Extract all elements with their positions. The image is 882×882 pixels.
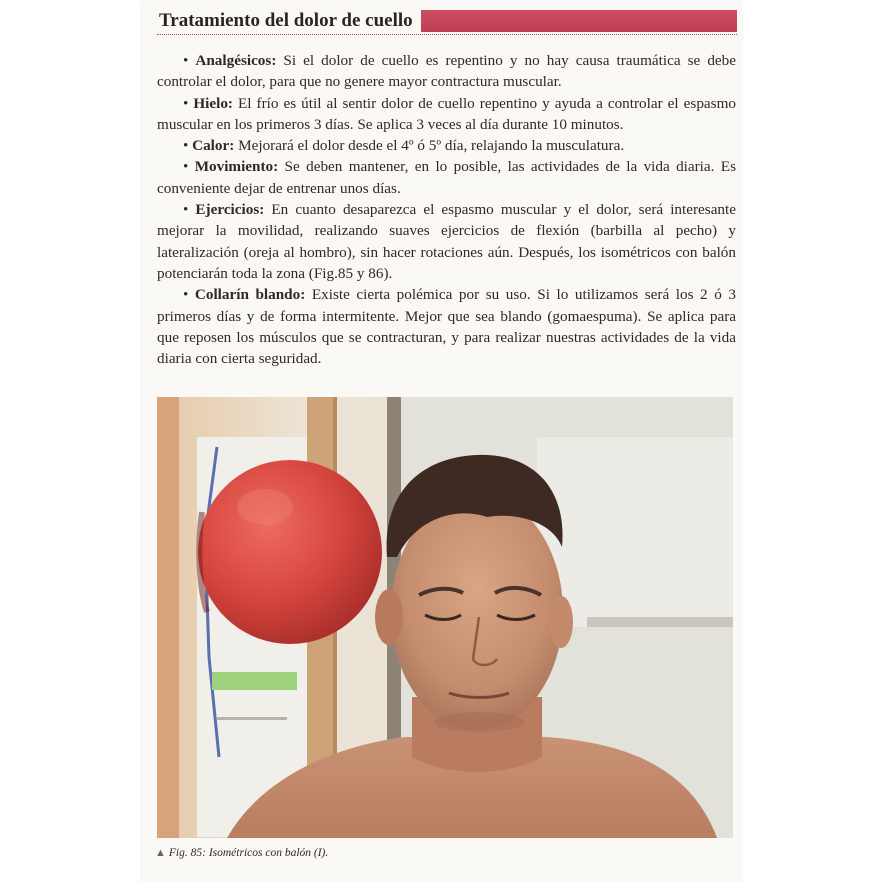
section-title: Tratamiento del dolor de cuello — [153, 10, 421, 32]
item-label: Ejercicios: — [195, 201, 265, 219]
list-item: • Movimiento: Se deben mantener, en lo posible, las actividades de la vida diaria. Es conveniente dejar de entrenar unos días. — [157, 158, 736, 197]
treatment-list — [157, 50, 736, 369]
list-item: • Hielo: El frío es útil al sentir dolor de cuello repentino y ayuda a controlar el espasmo muscular en los primeros 3 días. Se aplica 3 veces al día durante 10 minutos. — [157, 94, 736, 133]
figure-caption — [155, 847, 328, 859]
item-text: En cuanto desaparezca el espasmo muscular y el dolor, será interesante mejorar la movilidad, realizando suaves ejercicios de flexión (barbilla al pecho) y lateralización (oreja al hombro), sin hacer rotaciones aún. Después, los isométricos con balón potenciarán toda la zona (Fig.85 y 86). — [157, 201, 736, 282]
item-text: Si el dolor de cuello es repentino y no hay causa traumática se debe controlar el dolor, para que no genere mayor contractura muscular. — [157, 52, 736, 91]
item-label: Hielo: — [193, 94, 233, 112]
list-item: • Calor: Mejorará el dolor desde el 4º ó 5º día, relajando la musculatura. — [183, 137, 625, 155]
section-header — [153, 8, 737, 34]
title-accent-bar — [421, 10, 737, 32]
list-item: • Ejercicios: En cuanto desaparezca el espasmo muscular y el dolor, será interesante mejorar la movilidad, realizando suaves ejercicios de flexión (barbilla al pecho) y lateralización (oreja al hombro), sin hacer rotaciones aún. Después, los isométricos con balón potenciarán toda la zona (Fig.85 y 86). — [157, 201, 736, 282]
item-label: Collarín blando: — [194, 286, 306, 304]
list-item: • Collarín blando: Existe cierta polémica por su uso. Si lo utilizamos será los 2 ó 3 primeros días y de forma intermitente. Mejor que sea blando (gomaespuma). Se aplica para que reposen los músculos que se contracturan, y para realizar nuestras actividades de la vida diaria con cierta seguridad. — [157, 286, 736, 368]
dotted-divider — [157, 34, 737, 37]
figure-photo — [157, 397, 733, 838]
list-item: • Analgésicos: Si el dolor de cuello es repentino y no hay causa traumática se debe controlar el dolor, para que no genere mayor contractura muscular. — [157, 52, 736, 91]
man-with-ball-illustration — [157, 397, 733, 838]
item-label: Movimiento: — [194, 158, 279, 176]
item-text: El frío es útil al sentir dolor de cuello repentino y ayuda a controlar el espasmo muscular en los primeros 3 días. Se aplica 3 veces al día durante 10 minutos. — [157, 94, 736, 133]
item-text: Existe cierta polémica por su uso. Si lo utilizamos será los 2 ó 3 primeros días y de forma intermitente. Mejor que sea blando (gomaespuma). Se aplica para que reposen los músculos que se contracturan, y para realizar nuestras actividades de la vida diaria con cierta seguridad. — [157, 286, 736, 368]
item-label: Calor: — [192, 137, 235, 155]
item-text: Se deben mantener, en lo posible, las actividades de la vida diaria. Es conveniente dejar de entrenar unos días. — [157, 158, 736, 197]
item-label: Analgésicos: — [195, 52, 277, 69]
caption-text: Fig. 85: Isométricos con balón (I). — [168, 847, 329, 859]
triangle-up-icon: ▲ — [155, 847, 166, 859]
item-text: Mejorará el dolor desde el 4º ó 5º día, relajando la musculatura. — [234, 137, 625, 155]
